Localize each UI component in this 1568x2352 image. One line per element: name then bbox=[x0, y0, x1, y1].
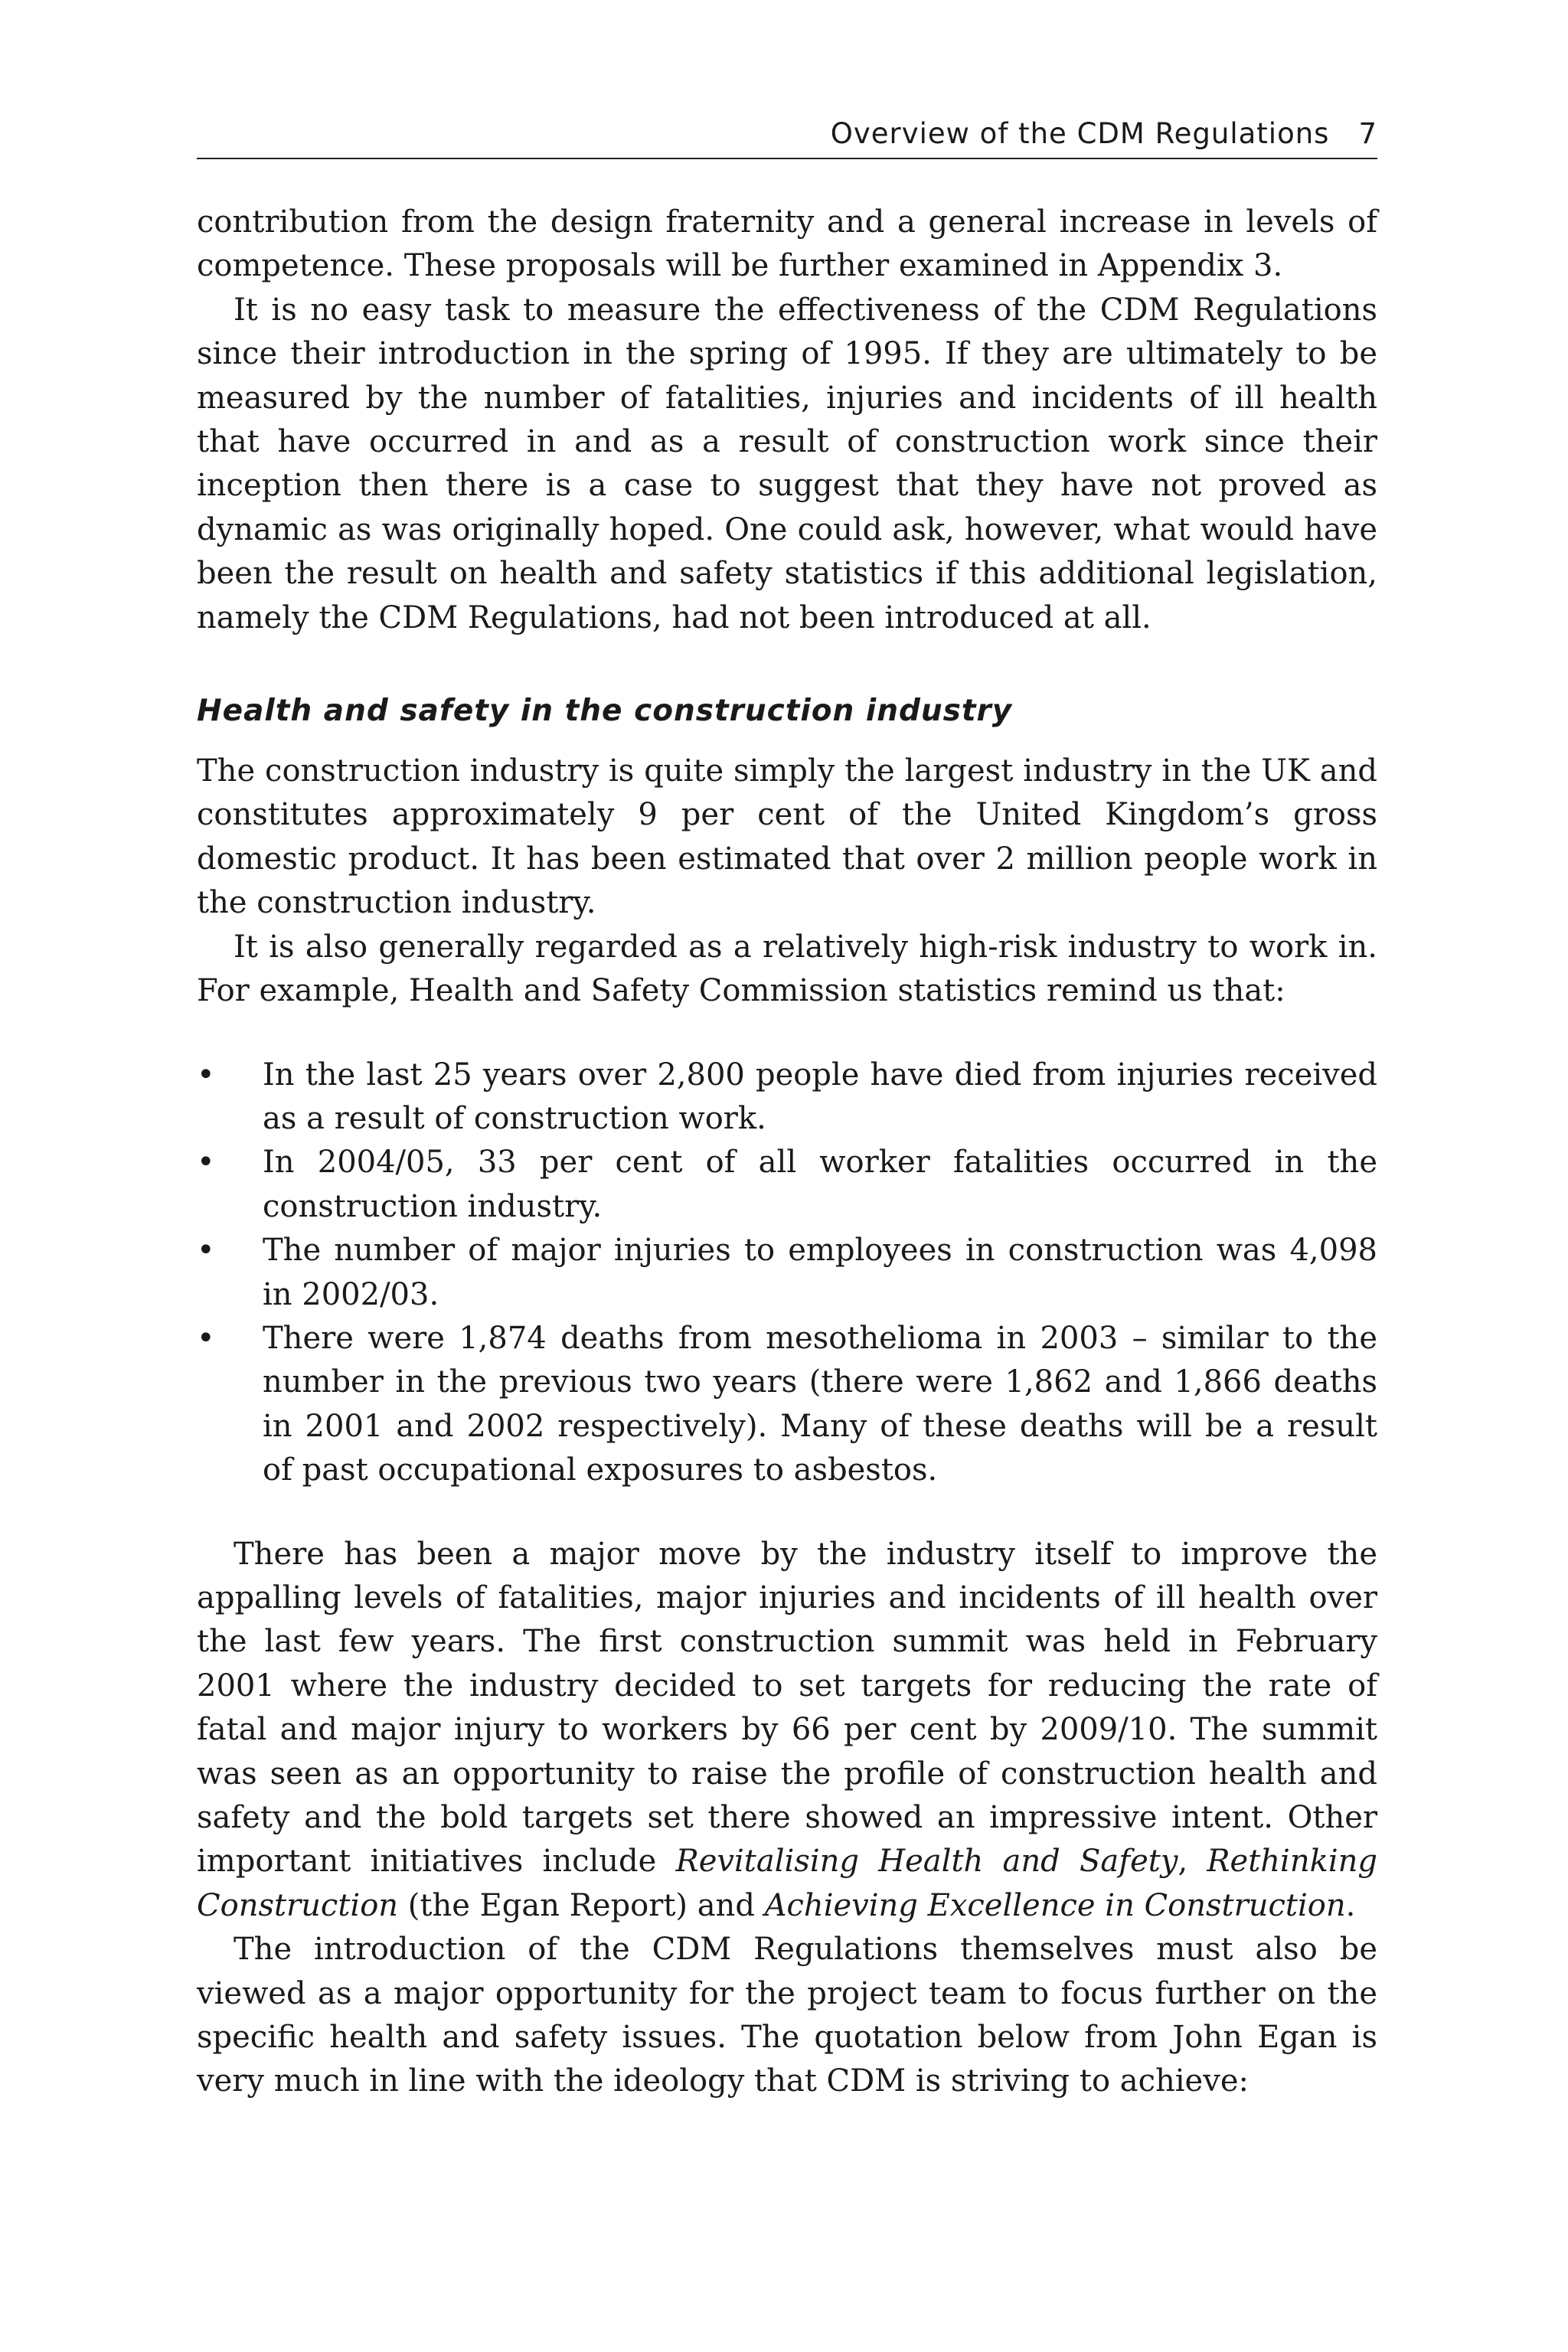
statistics-list bbox=[197, 1054, 1377, 1493]
bullet-marker: • bbox=[197, 1145, 215, 1181]
running-head bbox=[197, 113, 1377, 159]
summit-text-after: . bbox=[1345, 1887, 1356, 1923]
bullet-marker: • bbox=[197, 1233, 215, 1269]
list-item-text: There were 1,874 deaths from mesothelioma in 2003 – similar to the number in the previous two years (there were 1,862 and 1,866 deaths in 2001 and 2002 respectively). Many of these deaths will be a result of past occupational exposures to asbestos. bbox=[263, 1320, 1377, 1488]
section-heading: Health and safety in the construction industry bbox=[197, 694, 1013, 729]
bullet-marker: • bbox=[197, 1320, 215, 1356]
list-item-text: The number of major injuries to employees in construction was 4,098 in 2002/03. bbox=[263, 1233, 1377, 1312]
closing-paragraph: The introduction of the CDM Regulations themselves must also be viewed as a major opportunity for the project team to focus further on the specific health and safety issues. The quotation below from John Egan is very much in line with the ideology that CDM is striving to achieve: bbox=[197, 1932, 1377, 2099]
section-paragraph-2: It is also generally regarded as a relatively high-risk industry to work in. For example, Health and Safety Commission statistics remind us that: bbox=[197, 929, 1377, 1009]
running-title: Overview of the CDM Regulations bbox=[830, 117, 1330, 150]
list-item bbox=[197, 1317, 1377, 1493]
list-item bbox=[197, 1054, 1377, 1142]
intro-paragraph-1: contribution from the design fraternity and a general increase in levels of competence. These proposals will be further examined in Appendix 3. bbox=[197, 204, 1377, 284]
intro-paragraph-2: It is no easy task to measure the effectiveness of the CDM Regulations since their introduction in the spring of 1995. If they are ultimately to be measured by the number of fatalities, injuries and incidents of ill health that have occurred in and as a result of construction work since their inception then there is a case to suggest that they have not proved as dynamic as was originally hoped. One could ask, however, what would have been the result on health and safety statistics if this additional legislation, namely the CDM Regulations, had not been introduced at all. bbox=[197, 292, 1377, 635]
list-item bbox=[197, 1141, 1377, 1229]
section-paragraph-1: The construction industry is quite simply the largest industry in the UK and constitutes approximately 9 per cent of the United Kingdom’s gross domestic product. It has been estimated that over 2 million people work in the construction industry. bbox=[197, 753, 1377, 921]
book-page bbox=[197, 0, 1377, 2352]
initiative-title-3: Achieving Excellence in Construction bbox=[764, 1887, 1346, 1923]
summit-text-between-1: , bbox=[1178, 1844, 1207, 1880]
list-item-text: In 2004/05, 33 per cent of all worker fatalities occurred in the construction industry. bbox=[263, 1145, 1377, 1224]
initiative-title-1: Revitalising Health and Safety bbox=[675, 1844, 1178, 1880]
body-text bbox=[197, 201, 1377, 2104]
summit-text-before: There has been a major move by the industry itself to improve the appalling levels of fatalities, major injuries and incidents of ill health over the last few years. The first construction summit was held in February 2001 where the industry decided to set targets for reducing the rate of fatal and major injury to workers by 66 per cent by 2009/10. The summit was seen as an opportunity to raise the profile of construction health and safety and the bold targets set there showed an impressive intent. Other important initiatives include bbox=[197, 1536, 1377, 1880]
summit-text-between-2: (the Egan Report) and bbox=[398, 1887, 765, 1923]
list-item bbox=[197, 1229, 1377, 1317]
initiative-title-2: Rethinking Construction bbox=[197, 1844, 1377, 1923]
page-number: 7 bbox=[1358, 117, 1377, 150]
summit-paragraph bbox=[197, 1533, 1377, 1929]
bullet-marker: • bbox=[197, 1057, 215, 1093]
list-item-text: In the last 25 years over 2,800 people have died from injuries received as a result of construction work. bbox=[263, 1057, 1377, 1136]
